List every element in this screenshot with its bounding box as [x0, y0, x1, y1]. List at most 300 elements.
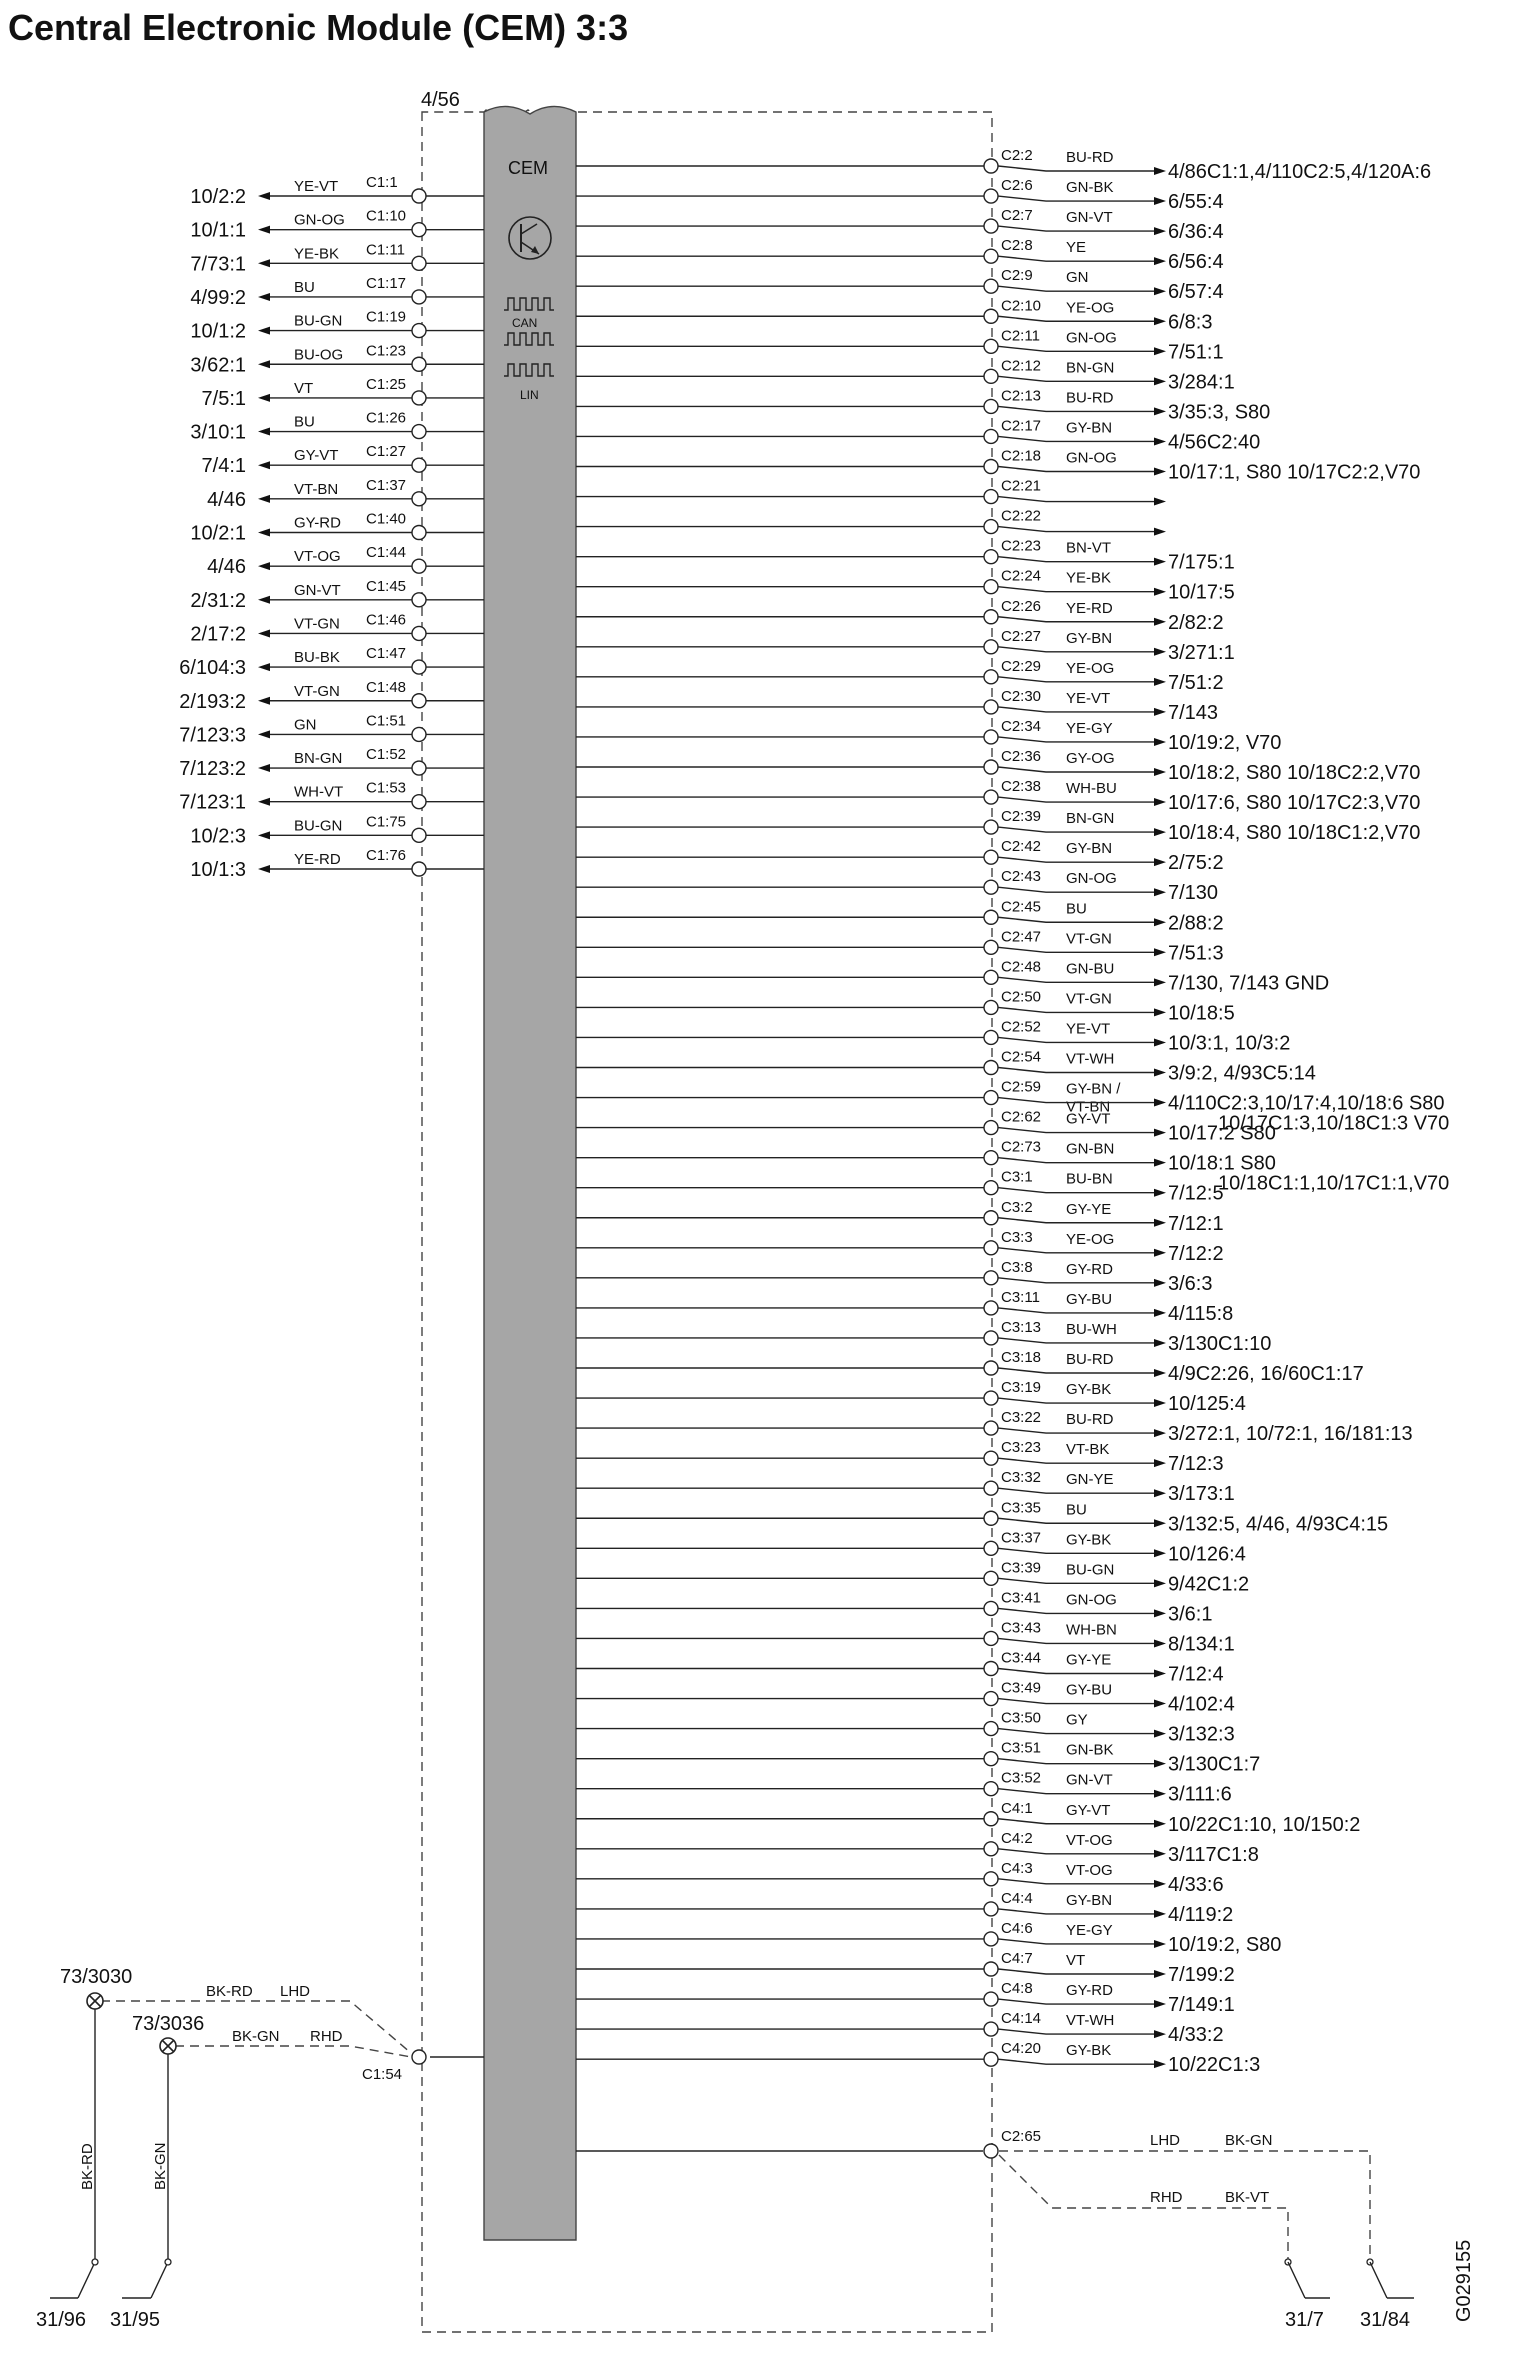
- arrow-icon: [1154, 468, 1166, 476]
- destination-label: 3/271:1: [1168, 641, 1235, 664]
- destination-label: 10/17:5: [1168, 581, 1235, 604]
- left-connector-list: [179, 174, 484, 881]
- pin-circle: [984, 2052, 998, 2066]
- arrow-icon: [1154, 1099, 1166, 1107]
- wire-color: WH-BU: [1066, 780, 1117, 798]
- wire-color: GY-BN: [1066, 629, 1113, 647]
- wire-color: VT-OG: [1066, 1861, 1113, 1879]
- pin-circle: [984, 1992, 998, 2006]
- pin-circle: [984, 1722, 998, 1736]
- wire-color: GN-BK: [1066, 179, 1114, 197]
- pin-label: C2:48: [1001, 958, 1042, 976]
- destination-label: 7/123:2: [179, 758, 246, 781]
- arrow-icon: [1154, 858, 1166, 866]
- destination-label: 4/110C2:3,10/17:4,10/18:6 S80: [1168, 1092, 1445, 1115]
- right-ground-circuit: [576, 2128, 1414, 2331]
- destination-label: 2/88:2: [1168, 912, 1224, 935]
- destination-label: 3/132:3: [1168, 1723, 1235, 1746]
- arrow-icon: [1154, 1519, 1166, 1527]
- right-connector-row: [576, 1559, 1249, 1595]
- pin-circle: [984, 1481, 998, 1495]
- wire-color: YE-OG: [1066, 299, 1115, 317]
- splice-icon: [160, 2038, 176, 2054]
- ground-point: 31/84: [1360, 2309, 1411, 2331]
- pin-label: C4:6: [1001, 1919, 1033, 1937]
- left-connector-row: [190, 174, 484, 208]
- left-connector-row: [179, 780, 484, 814]
- wire-color: YE-BK: [1066, 569, 1112, 587]
- pin-circle: [412, 694, 426, 708]
- destination-label: 6/57:4: [1168, 281, 1224, 304]
- lhd-label: LHD: [1150, 2132, 1181, 2149]
- arrow-icon: [1154, 708, 1166, 716]
- destination-label: 7/130, 7/143 GND: [1168, 972, 1330, 995]
- left-connector-row: [179, 645, 484, 679]
- pin-circle: [984, 369, 998, 383]
- arrow-icon: [258, 428, 270, 436]
- left-connector-row: [190, 511, 484, 545]
- destination-label: 3/35:3, S80: [1168, 401, 1271, 424]
- arrow-icon: [1154, 197, 1166, 205]
- pin-circle: [984, 910, 998, 924]
- pin-label: C1:44: [366, 544, 407, 562]
- pin-label: C1:53: [366, 779, 407, 797]
- right-connector-row: [576, 988, 1235, 1024]
- arrow-icon: [258, 865, 270, 873]
- wire-color: VT-GN: [1066, 930, 1112, 948]
- wire-color: BU-GN: [1066, 1561, 1115, 1579]
- pin-label: C4:20: [1001, 2040, 1042, 2058]
- pin-label: C1:76: [366, 847, 407, 864]
- pin-circle: [984, 520, 998, 534]
- right-connector-row: [576, 538, 1235, 574]
- right-connector-row: [576, 1650, 1224, 1686]
- arrow-icon: [1154, 1159, 1166, 1167]
- right-connector-row: [576, 1860, 1224, 1896]
- arrow-icon: [1154, 2030, 1166, 2038]
- wire-color: GN-OG: [1066, 449, 1117, 467]
- pin-label: C2:18: [1001, 447, 1042, 465]
- destination-label: 3/272:1, 10/72:1, 16/181:13: [1168, 1423, 1413, 1446]
- destination-label: 10/18:5: [1168, 1002, 1235, 1025]
- right-connector-row: [576, 658, 1224, 694]
- wire-color: BK-RD: [79, 2143, 96, 2190]
- arrow-icon: [1154, 1369, 1166, 1377]
- destination-label: 3/130C1:10: [1168, 1332, 1272, 1355]
- pin-label: C2:13: [1001, 387, 1042, 405]
- right-connector-row: [576, 898, 1224, 934]
- destination-label: 3/6:1: [1168, 1603, 1213, 1626]
- arrow-icon: [1154, 828, 1166, 836]
- arrow-icon: [258, 596, 270, 604]
- arrow-icon: [1154, 918, 1166, 926]
- wire-color: GN-BK: [1066, 1741, 1114, 1759]
- pin-label: C2:21: [1001, 477, 1042, 495]
- wire-color: BU-OG: [294, 346, 344, 364]
- wire-color: VT-OG: [1066, 1831, 1113, 1849]
- arrow-icon: [258, 259, 270, 267]
- figure-id: G029155: [1453, 2239, 1475, 2322]
- pin-label: C4:7: [1001, 1950, 1033, 1967]
- wire-color: BK-GN: [152, 2142, 169, 2190]
- arrow-icon: [1154, 2060, 1166, 2068]
- pin-label: C1:48: [366, 678, 407, 696]
- pin-label: C1:25: [366, 375, 407, 393]
- arrow-icon: [1154, 1700, 1166, 1708]
- arrow-icon: [258, 461, 270, 469]
- right-connector-row: [576, 868, 1218, 904]
- pin-circle: [984, 760, 998, 774]
- arrow-icon: [258, 360, 270, 368]
- wire-color: BU-WH: [1066, 1320, 1117, 1338]
- wire-color: VT-BK: [1066, 1441, 1110, 1459]
- wire-color: BU: [294, 278, 315, 296]
- pin-circle: [984, 1631, 998, 1645]
- wire-color: GY-YE: [1066, 1651, 1112, 1669]
- wire-color: BU: [1066, 1501, 1087, 1519]
- right-connector-row: [576, 1469, 1235, 1505]
- pin-label: C2:17: [1001, 417, 1042, 435]
- destination-label: 10/126:4: [1168, 1543, 1246, 1566]
- arrow-icon: [1154, 1670, 1166, 1678]
- arrow-icon: [1154, 1279, 1166, 1287]
- pin-label: C2:73: [1001, 1138, 1042, 1156]
- pin-circle: [984, 1541, 998, 1555]
- arrow-icon: [1154, 257, 1166, 265]
- arrow-icon: [1154, 1189, 1166, 1197]
- wire-color: BU-RD: [1066, 1411, 1114, 1429]
- pin-label: C1:51: [366, 712, 407, 730]
- right-connector-row: [576, 1890, 1233, 1926]
- pin-circle: [984, 1391, 998, 1405]
- right-connector-row: [576, 2010, 1224, 2046]
- pin-label: C1:10: [366, 207, 407, 225]
- arrow-icon: [1154, 1850, 1166, 1858]
- pin-label: C2:10: [1001, 297, 1042, 315]
- right-connector-row: [576, 1980, 1235, 2016]
- arrow-icon: [1154, 1309, 1166, 1317]
- wire-color: BN-VT: [1066, 539, 1111, 557]
- pin-circle: [984, 1932, 998, 1946]
- destination-label: 7/149:1: [1168, 1994, 1235, 2017]
- wire-color: BN-GN: [1066, 359, 1115, 377]
- pin-label: C2:47: [1001, 928, 1042, 946]
- arrow-icon: [258, 529, 270, 537]
- pin-circle: [412, 862, 426, 876]
- pin-circle: [984, 490, 998, 504]
- wire-color: YE-RD: [1066, 599, 1113, 617]
- wire-color: BU-GN: [294, 817, 343, 835]
- left-connector-row: [179, 712, 484, 746]
- pin-circle: [412, 458, 426, 472]
- pin-label: C1:54: [362, 2066, 403, 2083]
- destination-label: 10/17C1:3,10/18C1:3 V70: [1218, 1112, 1450, 1135]
- destination-label: 7/12:3: [1168, 1453, 1224, 1476]
- pin-circle: [984, 219, 998, 233]
- destination-label: 10/1:2: [190, 320, 246, 343]
- pin-circle: [412, 425, 426, 439]
- destination-label: 3/117C1:8: [1168, 1843, 1259, 1866]
- pin-label: C1:17: [366, 274, 407, 292]
- wire-color: BK-GN: [232, 2028, 280, 2045]
- pin-circle: [412, 391, 426, 405]
- pin-label: C1:27: [366, 443, 407, 461]
- pin-circle: [412, 593, 426, 607]
- pin-circle: [412, 727, 426, 741]
- wire-color: YE-OG: [1066, 1230, 1115, 1248]
- ground-point: 31/96: [36, 2309, 87, 2331]
- pin-label: C3:39: [1001, 1559, 1042, 1577]
- wire-color: YE-VT: [1066, 689, 1111, 707]
- destination-label: 10/1:1: [190, 219, 246, 242]
- arrow-icon: [1154, 948, 1166, 956]
- destination-label: 7/143: [1168, 701, 1219, 724]
- destination-label: 8/134:1: [1168, 1633, 1235, 1656]
- left-connector-row: [190, 309, 484, 343]
- pin-circle: [412, 223, 426, 237]
- pin-label: C1:46: [366, 611, 407, 629]
- destination-label: 10/17:1, S80 10/17C2:2,V70: [1168, 461, 1421, 484]
- pin-label: C3:37: [1001, 1529, 1042, 1547]
- arrow-icon: [1154, 1249, 1166, 1257]
- destination-label: 7/51:3: [1168, 942, 1224, 965]
- ground-ref-lhd: 73/3030: [60, 1966, 133, 1988]
- right-connector-row: [576, 387, 1270, 423]
- right-connector-row: [576, 628, 1235, 664]
- wire-color: VT-GN: [294, 682, 340, 700]
- pin-label: C2:30: [1001, 687, 1042, 705]
- pin-circle: [984, 1872, 998, 1886]
- destination-label: 4/99:2: [190, 286, 246, 309]
- right-connector-row: [576, 237, 1224, 273]
- right-connector-row: [576, 928, 1224, 964]
- pin-circle: [984, 550, 998, 564]
- pin-circle: [984, 1782, 998, 1796]
- pin-circle: [984, 670, 998, 684]
- pin-circle: [984, 1962, 998, 1976]
- wire-color: BK-RD: [206, 1983, 253, 2000]
- pin-label: C2:36: [1001, 748, 1042, 765]
- arrow-icon: [1154, 1880, 1166, 1888]
- destination-label: 3/132:5, 4/46, 4/93C4:15: [1168, 1513, 1389, 1536]
- wire-color: GN: [294, 716, 317, 734]
- pin-circle: [984, 309, 998, 323]
- destination-label: 10/1:3: [190, 859, 246, 881]
- left-connector-row: [190, 208, 484, 242]
- arrow-icon: [1154, 888, 1166, 896]
- arrow-icon: [1154, 1940, 1166, 1948]
- wire-color: GY-VT: [1066, 1801, 1111, 1819]
- ground-switch-icon: [50, 2258, 98, 2298]
- pin-label: C3:44: [1001, 1649, 1042, 1667]
- wire-color: GN-OG: [1066, 329, 1117, 347]
- left-connector-row: [190, 342, 484, 376]
- pin-label: C2:54: [1001, 1048, 1042, 1066]
- destination-label: 2/17:2: [190, 623, 246, 646]
- pin-c2-65: [984, 2144, 998, 2158]
- right-connector-row: [576, 688, 1218, 724]
- arrow-icon: [258, 327, 270, 335]
- destination-label: 4/9C2:26, 16/60C1:17: [1168, 1363, 1364, 1385]
- wire-color: BN-GN: [294, 750, 343, 768]
- destination-label: 3/130C1:7: [1168, 1753, 1261, 1776]
- destination-label: 3/284:1: [1168, 371, 1235, 394]
- pin-label: C4:1: [1001, 1799, 1033, 1817]
- pin-label: C4:2: [1001, 1829, 1033, 1847]
- destination-label: 10/19:2, V70: [1168, 731, 1282, 754]
- pin-circle: [984, 460, 998, 474]
- wire-color: GN-VT: [1066, 209, 1113, 227]
- right-connector-row: [576, 748, 1420, 784]
- right-connector-row: [576, 448, 1420, 484]
- ground-switch-icon: [1285, 2259, 1330, 2298]
- pin-label: C2:12: [1001, 357, 1042, 375]
- pin-circle: [412, 626, 426, 640]
- pin-label: C3:32: [1001, 1469, 1042, 1487]
- destination-label: 10/2:2: [190, 186, 246, 208]
- right-connector-row: [576, 1710, 1235, 1746]
- pin-circle: [984, 700, 998, 714]
- wire-color: GN-BU: [1066, 960, 1115, 978]
- wire-color: YE-OG: [1066, 659, 1115, 677]
- wire-color: GY-VT: [294, 447, 339, 465]
- pin-circle: [984, 1812, 998, 1826]
- pin-circle: [984, 249, 998, 263]
- arrow-icon: [1154, 798, 1166, 806]
- wire-color: GN-YE: [1066, 1471, 1114, 1489]
- pin-label: C3:22: [1001, 1409, 1042, 1427]
- arrow-icon: [1154, 1339, 1166, 1347]
- arrow-icon: [1154, 768, 1166, 776]
- pin-circle: [412, 761, 426, 775]
- destination-label: 10/19:2, S80: [1168, 1933, 1282, 1956]
- pin-circle: [412, 256, 426, 270]
- right-connector-row: [576, 1800, 1360, 1836]
- arrow-icon: [258, 697, 270, 705]
- arrow-icon: [1154, 347, 1166, 355]
- pin-circle: [984, 970, 998, 984]
- pin-circle: [984, 1271, 998, 1285]
- pin-circle: [984, 1451, 998, 1465]
- right-connector-row: [576, 1379, 1246, 1415]
- pin-circle: [984, 189, 998, 203]
- pin-label: C2:52: [1001, 1018, 1042, 1036]
- arrow-icon: [1154, 678, 1166, 686]
- pin-label: C3:13: [1001, 1318, 1042, 1336]
- arrow-icon: [1154, 618, 1166, 626]
- pin-label: C2:11: [1001, 327, 1040, 345]
- wire-color: GY: [1066, 1711, 1088, 1729]
- module-name: CEM: [508, 158, 548, 178]
- pin-label: C1:19: [366, 308, 407, 326]
- arrow-icon: [1154, 437, 1166, 445]
- pin-circle: [984, 399, 998, 413]
- destination-label: 7/5:1: [201, 387, 246, 410]
- pin-label: C3:43: [1001, 1619, 1042, 1637]
- pin-label: C2:27: [1001, 627, 1042, 645]
- destination-label: 3/111:6: [1168, 1783, 1232, 1806]
- pin-circle: [412, 559, 426, 573]
- destination-label: 3/6:3: [1168, 1272, 1213, 1295]
- wire-color: YE-VT: [1066, 1020, 1111, 1038]
- destination-label: 7/51:2: [1168, 671, 1224, 694]
- destination-label: 7/12:4: [1168, 1663, 1224, 1686]
- pin-label: C3:3: [1001, 1228, 1033, 1246]
- right-connector-row: [576, 1770, 1232, 1806]
- destination-label: 2/31:2: [190, 589, 246, 612]
- right-connector-row: [576, 207, 1224, 243]
- destination-label: 7/12:1: [1168, 1212, 1224, 1235]
- destination-label: 10/18:4, S80 10/18C1:2,V70: [1168, 822, 1421, 845]
- pin-label: C3:19: [1001, 1379, 1042, 1397]
- destination-label: 4/56C2:40: [1168, 431, 1261, 454]
- pin-label: C1:75: [366, 813, 407, 831]
- destination-label: 3/9:2, 4/93C5:14: [1168, 1062, 1316, 1085]
- splice-icon: [87, 1993, 103, 2009]
- pin-circle: [412, 492, 426, 506]
- pin-circle: [984, 1121, 998, 1135]
- destination-label: 4/86C1:1,4/110C2:5,4/120A:6: [1168, 161, 1432, 183]
- pin-label: C3:23: [1001, 1439, 1042, 1457]
- wire-color: GY-BN: [1066, 419, 1113, 437]
- pin-circle: [984, 1752, 998, 1766]
- pin-circle: [984, 1842, 998, 1856]
- ground-point: 31/7: [1285, 2309, 1324, 2331]
- wire-color: BN-GN: [1066, 810, 1115, 828]
- wire-color: GY-OG: [1066, 750, 1115, 767]
- pin-circle: [984, 1000, 998, 1014]
- pin-label: C2:39: [1001, 808, 1042, 826]
- pin-label: C2:7: [1001, 207, 1033, 225]
- pin-label: C4:8: [1001, 1980, 1033, 1998]
- pin-label: C2:34: [1001, 717, 1042, 735]
- ground-point: 31/95: [110, 2309, 161, 2331]
- wire-color: WH-VT: [294, 783, 344, 801]
- wire-color: GY-RD: [1066, 1260, 1113, 1278]
- arrow-icon: [1154, 227, 1166, 235]
- destination-label: 10/2:1: [190, 522, 246, 545]
- arrow-icon: [1154, 1609, 1166, 1617]
- arrow-icon: [1154, 1790, 1166, 1798]
- wire-color: GY-BK: [1066, 1531, 1112, 1549]
- right-connector-row: [576, 2040, 1260, 2076]
- wire-color: GY-BK: [1066, 2042, 1112, 2060]
- wire-color: VT-GN: [294, 615, 340, 633]
- left-connector-row: [179, 679, 484, 713]
- rhd-label: RHD: [1150, 2189, 1183, 2206]
- pin-label: C1:40: [366, 510, 407, 528]
- right-connector-row: [576, 1139, 1449, 1195]
- pin-circle: [984, 1511, 998, 1525]
- pin-circle: [984, 1030, 998, 1044]
- destination-label: 4/102:4: [1168, 1693, 1235, 1716]
- right-connector-row: [576, 1439, 1224, 1475]
- pin-label: C2:38: [1001, 778, 1042, 796]
- arrow-icon: [1154, 1730, 1166, 1738]
- destination-label: 4/33:6: [1168, 1873, 1224, 1896]
- arrow-icon: [1154, 287, 1166, 295]
- left-connector-row: [190, 847, 484, 881]
- pin-label: C2:50: [1001, 988, 1042, 1006]
- wire-color: BU-BK: [294, 649, 340, 667]
- left-connector-row: [202, 443, 484, 477]
- arrow-icon: [1154, 1429, 1166, 1437]
- wire-color: BU: [294, 413, 315, 431]
- pin-circle: [984, 790, 998, 804]
- left-connector-row: [190, 611, 484, 645]
- right-connector-list: [576, 147, 1449, 2076]
- arrow-icon: [1154, 498, 1166, 506]
